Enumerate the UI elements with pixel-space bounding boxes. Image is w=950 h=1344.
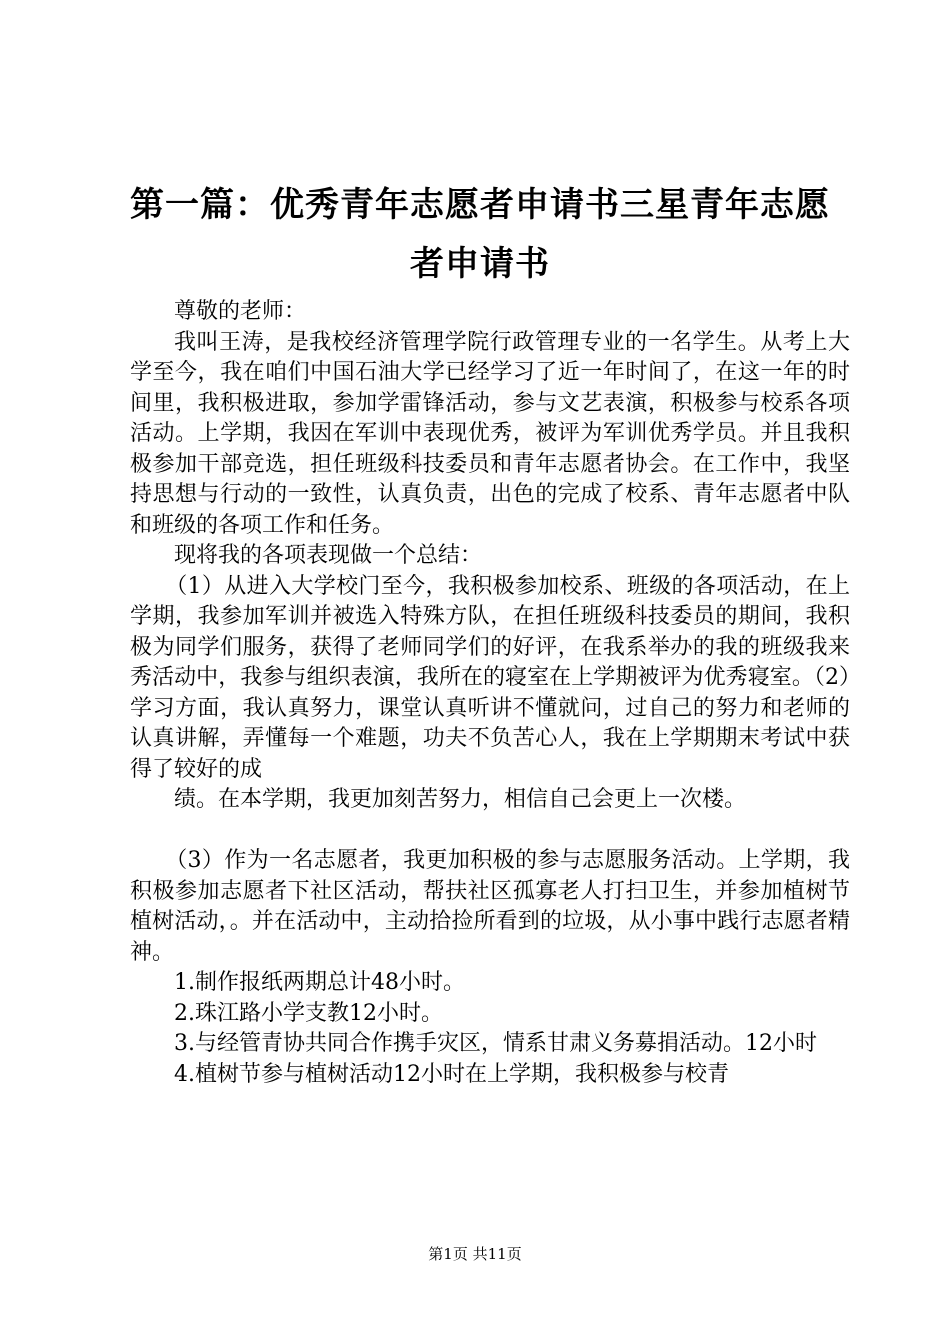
paragraph-continuation: 绩。在本学期，我更加刻苦努力，相信自己会更上一次楼。 xyxy=(174,787,747,812)
list-item: 3.与经管青协共同合作携手灾区，情系甘肃义务募捐活动。12小时 xyxy=(174,1031,817,1056)
paragraph-summary-lead: 现将我的各项表现做一个总结： xyxy=(174,543,483,568)
title-line-2: 者申请书 xyxy=(410,244,550,284)
paragraph-item-3: （3）作为一名志愿者，我更加积极的参与志愿服务活动。上学期，我积极参加志愿者下社区活动，帮扶社区孤寡老人打扫卫生，并参加植树节植树活动，。并在活动中，主动拾捡所看到的垃圾，从小事中践行志愿者精神。 xyxy=(130,848,850,965)
title-line-1: 第一篇：优秀青年志愿者申请书三星青年志愿 xyxy=(130,185,830,225)
document-title xyxy=(120,176,840,294)
list-item: 2.珠江路小学支教12小时。 xyxy=(174,1000,443,1026)
paragraph-item-1-2: （1）从进入大学校门至今，我积极参加校系、班级的各项活动，在上学期，我参加军训并被选入特殊方队，在担任班级科技委员的期间，我积极为同学们服务，获得了老师同学们的好评，在我系举办的我的班级我来秀活动中，我参与组织表演，我所在的寝室在上学期被评为优秀寝室。（2）学习方面，我认真努力，课堂认真听讲不懂就问，过自己的努力和老师的认真讲解，弄懂每一个难题，功夫不负苦心人，我在上学期期末考试中获得了较好的成 xyxy=(130,573,850,782)
list-item: 1.制作报纸两期总计48小时。 xyxy=(174,970,465,995)
paragraph-intro: 我叫王涛，是我校经济管理学院行政管理专业的一名学生。从考上大学至今，我在咱们中国石油大学已经学习了近一年时间了，在这一年的时间里，我积极进取，参加学雷锋活动，参与文艺表演，积极参与校系各项活动。上学期，我因在军训中表现优秀，被评为军训优秀学员。并且我积极参加干部竞选，担任班级科技委员和青年志愿者协会。在工作中，我坚持思想与行动的一致性，认真负责，出色的完成了校系、青年志愿者中队和班级的各项工作和任务。 xyxy=(130,329,850,538)
list-item: 4.植树节参与植树活动12小时在上学期，我积极参与校青 xyxy=(174,1061,729,1087)
page-footer: 第1页 共11页 xyxy=(428,1245,522,1263)
document-body xyxy=(130,297,850,1090)
salutation: 尊敬的老师： xyxy=(174,299,307,324)
